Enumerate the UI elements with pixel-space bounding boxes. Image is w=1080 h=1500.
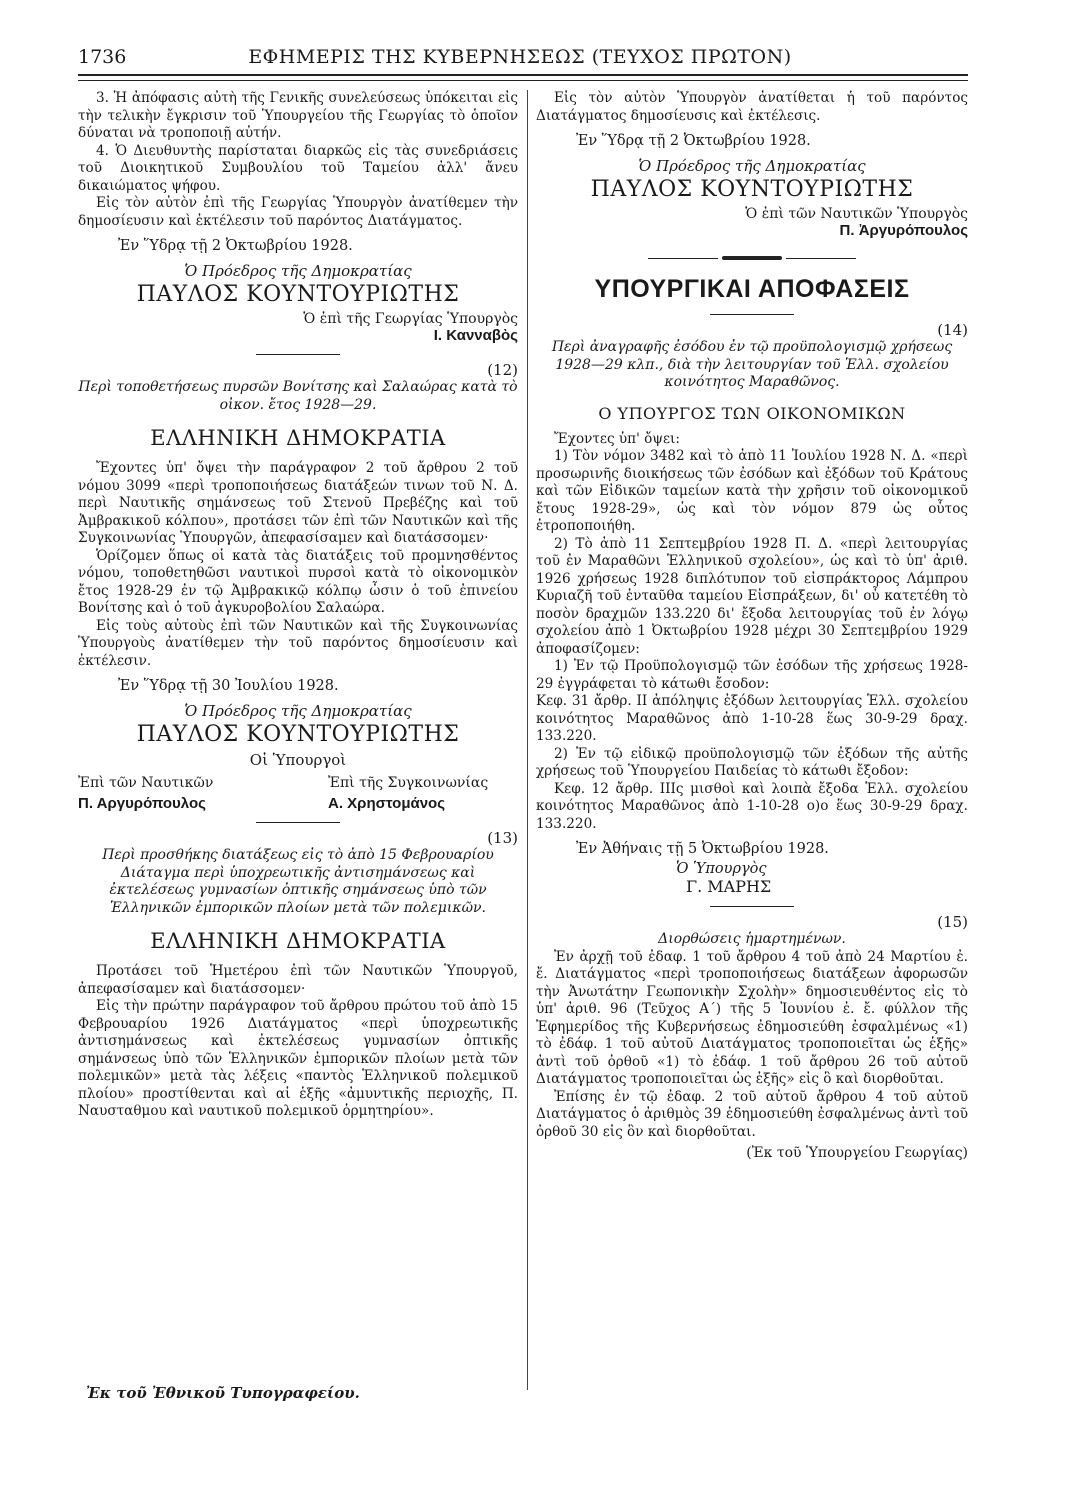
paragraph-3: 3. Ἡ ἀπόφασις αὐτὴ τῆς Γενικῆς συνελεύσεως ὑπόκειται εἰς τὴν τελικὴν ἔγκρισιν τοῦ Ὑπουργείου τῆς Γεωργίας τὸ ὁποῖον δύναται νὰ τροποποιῇ αὐτήν. (78, 90, 518, 141)
separator (710, 906, 794, 907)
finance-minister-heading: Ο ΥΠΟΥΡΓΟΣ ΤΩΝ ΟΙΚΟΝΟΜΙΚΩΝ (598, 403, 906, 423)
separator (256, 822, 340, 823)
separator (256, 354, 340, 355)
ministers-heading: Οἱ Ὑπουργοὶ (249, 751, 347, 769)
decision-date: Ἐν Ἀθήναις τῇ 5 Ὀκτωβρίου 1928. (576, 841, 829, 857)
ornament-divider (536, 253, 968, 263)
page-title: ΕΦΗΜΕΡΙΣ ΤΗΣ ΚΥΒΕΡΝΗΣΕΩΣ (ΤΕΥΧΟΣ ΠΡΩΤΟΝ) (248, 46, 792, 68)
considering-item-2: 2) Τὸ ἀπὸ 11 Σεπτεμβρίου 1928 Π. Δ. «περὶ λειτουργίας τοῦ ἐν Μαραθῶνι Ἑλληνικοῦ σχολείου», ὡς καὶ τὸ ὑπ' ἀριθ. 1926 χρήσεως 1928 διπλότυπον τοῦ εἰσπράκτορος Λάμπρου Κυριαζῆ τοῦ ἐνταῦθα ταμείου Εἰσπράξεων, δι' οὗ κατετέθη τὸ ποσὸν δραχμῶν 133.220 δι' ἔξοδα λειτουργίας τοῦ ἐν λόγῳ σχολείου ἀπὸ 1 Ὀκτωβρίου 1928 μέχρι 30 Σεπτεμβρίου 1929 ἀποφασίζομεν: (536, 535, 968, 657)
minister-role: Ὁ ἐπὶ τῶν Ναυτικῶν Ὑπουργὸς (745, 206, 968, 222)
president-label: Ὁ Πρόεδρος τῆς Δημοκρατίας (638, 157, 866, 175)
minister-name: Ι. Κανναβὸς (433, 327, 518, 344)
budget-line-2: Κεφ. 12 ἄρθρ. ΙΙΙς μισθοὶ καὶ λοιπὰ ἔξοδα Ἑλλ. σχολείου κοινότητος Μαραθῶνος ἀπὸ 1-10-28 ο)ο ἕως 30-9-29 δραχ. 133.220. (536, 780, 968, 832)
decree-date: Ἐν Ὕδρᾳ τῇ 2 Ὀκτωβρίου 1928. (576, 133, 811, 149)
source-note: (Ἐκ τοῦ Ὑπουργείου Γεωργίας) (746, 1145, 968, 1161)
notice-number-15: (15) (937, 913, 968, 931)
decree-12-preamble: Ἔχοντες ὑπ' ὄψει τὴν παράγραφον 2 τοῦ ἄρθρου 2 τοῦ νόμου 3099 «περὶ τροποποιήσεως διατάξεών τινων τοῦ Ν. Δ. περὶ Ναυτικῆς σημάνσεως τοῦ Στενοῦ Πρεβέζης καὶ τοῦ Ἀμβρακικοῦ κόλπου», προτάσει τῶν ἐπὶ τῶν Ναυτικῶν καὶ τῆς Συγκοινωνίας Ὑπουργῶν, ἀπεφασίσαμεν καὶ διατάσσομεν· (78, 460, 518, 546)
correction-1: Ἐν ἀρχῇ τοῦ ἐδαφ. 1 τοῦ ἄρθρου 4 τοῦ ἀπὸ 24 Μαρτίου ἐ. ἔ. Διατάγματος «περὶ τροποποιήσεως διατάξεων ἀφορωσῶν τὴν Ἀνωτάτην Γεωπονικὴν Σχολὴν» δημοσιευθέντος εἰς τὸ ὑπ' ἀριθ. 96 (Τεῦχος Α΄) τῆς 5 Ἰουνίου ἐ. ἔ. φύλλον τῆς Ἐφημερίδος τῆς Κυβερνήσεως ἐδημοσιεύθη ἐσφαλμένως «1) τὸ ἐδάφ. 1 τοῦ αὐτοῦ Διατάγματος τροποποιεῖται ὡς ἑξῆς» ἀντὶ τοῦ ὀρθοῦ «1) τὸ ἐδάφ. 1 τοῦ ἄρθρου 26 τοῦ αὐτοῦ Διατάγματος τροποποιεῖται ὡς ἑξῆς» εἰς ὃ καὶ διορθοῦται. (536, 948, 968, 1087)
decree-date: Ἐν Ὕδρᾳ τῇ 2 Ὀκτωβρίου 1928. (118, 238, 353, 254)
having-in-view: Ἔχοντες ὑπ' ὄψει: (554, 430, 680, 447)
minister-name: Γ. ΜΑΡΗΣ (686, 877, 772, 896)
decree-13-article: Εἰς τὴν πρώτην παράγραφον τοῦ ἄρθρου πρώτου τοῦ ἀπὸ 15 Φεβρουαρίου 1926 Διατάγματος «περὶ ὑποχρεωτικῆς ἀντισημάνσεως καὶ ἐκτελέσεως γυμνασίων ὀπτικῆς σημάνσεως ὑπὸ τῶν Ἑλληνικῶν ἐμπορικῶν πλοίων μετὰ τῶν πολεμικῶν» μετὰ τὰς λέξεις «παντὸς Ἑλληνικοῦ πολεμικοῦ πλοίου» προστίθενται καὶ αἱ ἑξῆς «ἀμυντικῆς περιοχῆς, Π. Ναυσταθμου καὶ ναυτικοῦ πολεμικοῦ ὁρμητηρίου». (78, 998, 518, 1119)
decree-13-subject: Περὶ προσθήκης διατάξεως εἰς τὸ ἀπὸ 15 Φεβρουαρίου Διάταγμα περὶ ὑποχρεωτικῆς ἀντισημάνσεως καὶ ἐκτελέσεως γυμνασίων ὀπτικῆς σημάνσεως ὑπὸ τῶν Ἑλληνικῶν ἐμπορικῶν πλοίων μετὰ τῶν πολεμικῶν. (102, 847, 494, 916)
signature-naval (78, 775, 213, 812)
page-number: 1736 (78, 46, 127, 68)
decree-12-execution: Εἰς τοὺς αὐτοὺς ἐπὶ τῶν Ναυτικῶν καὶ τῆς Συγκοινωνίας Ὑπουργοὺς ἀνατίθεμεν τὴν τοῦ παρόντος δημοσίευσιν καὶ ἐκτέλεσιν. (78, 617, 518, 669)
decision-14-subject: Περὶ ἀναγραφῆς ἐσόδου ἐν τῷ προϋπολογισμῷ χρήσεως 1928—29 κλπ., διὰ τὴν λειτουργίαν τοῦ Ἑλλ. σχολείου κοινότητος Μαραθῶνος. (551, 339, 953, 390)
paragraph-4: 4. Ὁ Διευθυντὴς παρίσταται διαρκῶς εἰς τὰς συνεδριάσεις τοῦ Διοικητικοῦ Συμβουλίου τοῦ Ταμείου ἀλλ' ἄνευ δικαιώματος ψήφου. (78, 142, 518, 194)
decree-number-12: (12) (487, 361, 518, 379)
decision-number-14: (14) (937, 321, 968, 339)
correction-2: Ἐπίσης ἐν τῷ ἐδαφ. 2 τοῦ αὐτοῦ ἄρθρου 4 τοῦ αὐτοῦ Διατάγματος ὁ ἀριθμὸς 39 ἐδημοσιεύθη ἐσφαλμένως ἀντὶ τοῦ ὀρθοῦ 30 εἰς ὃν καὶ διορθοῦται. (536, 1088, 968, 1140)
signature-role: Ἐπὶ τῆς Συγκοινωνίας (328, 775, 489, 791)
decision-item-1: 1) Ἐν τῷ Προϋπολογισμῷ τῶν ἐσόδων τῆς χρήσεως 1928-29 ἐγγράφεται τὸ κάτωθι ἔσοδον: (536, 658, 968, 692)
president-name: ΠΑΥΛΟΣ ΚΟΥΝΤΟΥΡΙΩΤΗΣ (590, 177, 914, 202)
signature-name: Π. Αργυρόπουλος (78, 795, 206, 812)
signature-name: Α. Χρηστομάνος (328, 795, 446, 812)
decree-13-preamble: Προτάσει τοῦ Ἡμετέρου ἐπὶ τῶν Ναυτικῶν Ὑπουργοῦ, ἀπεφασίσαμεν καὶ διατάσσομεν· (78, 963, 518, 997)
decree-12-subject: Περὶ τοποθετήσεως πυρσῶν Βονίτσης καὶ Σαλαώρας κατὰ τὸ οἰκον. ἔτος 1928—29. (78, 379, 518, 413)
decree-12-article: Ὁρίζομεν ὅπως οἱ κατὰ τὰς διατάξεις τοῦ προμνησθέντος νόμου, τοποθετηθῶσι ναυτικοὶ πυρσοὶ κατὰ τὸ οἰκονομικὸν ἔτος 1928-29 ἐν τῷ Ἀμβρακικῷ κόλπῳ ὦσιν ὁ τοῦ ἐπινείου Βονίτσης καὶ ὁ τοῦ ἀγκυροβολίου Σαλαώρα. (78, 547, 518, 616)
header-rule-thin (78, 80, 968, 81)
paragraph-execution: Εἰς τὸν αὐτὸν Ὑπουργὸν ἀνατίθεται ἡ τοῦ παρόντος Διατάγματος δημοσίευσις καὶ ἐκτέλεσις. (536, 90, 968, 124)
republic-heading: ΕΛΛΗΝΙΚΗ ΔΗΜΟΚΡΑΤΙΑ (150, 929, 446, 953)
left-column (78, 90, 518, 1121)
considering-item-1: 1) Τὸν νόμον 3482 καὶ τὸ ἀπὸ 11 Ἰουλίου 1928 Ν. Δ. «περὶ προσωρινῆς διοικήσεως τῶν ἐσόδων καὶ ἐξόδων τοῦ Κράτους καὶ τῶν Εἰδικῶν ταμείων κατὰ τὴν χρῆσιν τοῦ οἰκονομικοῦ ἔτους 1928-29», ὡς καὶ τὸν νόμον 879 ὡς οὗτος ἐτροποποιήθη. (536, 448, 968, 534)
president-name: ΠΑΥΛΟΣ ΚΟΥΝΤΟΥΡΙΩΤΗΣ (136, 282, 460, 307)
ministerial-decisions-heading: ΥΠΟΥΡΓΙΚΑΙ ΑΠΟΦΑΣΕΙΣ (594, 275, 910, 303)
paragraph-execution: Εἰς τὸν αὐτὸν ἐπὶ τῆς Γεωργίας Ὑπουργὸν ἀνατίθεμεν τὴν δημοσίευσιν καὶ ἐκτέλεσιν τοῦ παρόντος Διατάγματος. (78, 195, 518, 229)
right-column (536, 90, 968, 1161)
column-divider (527, 90, 528, 1390)
minister-role: Ὁ Ὑπουργὸς (676, 861, 767, 877)
decree-12-date: Ἐν Ὕδρᾳ τῇ 30 Ἰουλίου 1928. (118, 678, 339, 694)
decision-item-2: 2) Ἐν τῷ εἰδικῷ προϋπολογισμῷ τῶν ἐξόδων τῆς αὐτῆς χρήσεως τοῦ Ὑπουργείου Παιδείας τὸ κάτωθι ἔξοδον: (536, 745, 968, 779)
budget-line-1: Κεφ. 31 ἄρθρ. ΙΙ ἀπόληψις ἐξόδων λειτουργίας Ἑλλ. σχολείου κοινότητος Μαραθῶνος ἀπὸ 1-10-28 ἕως 30-9-29 δραχ. 133.220. (536, 693, 968, 744)
decree-number-13: (13) (487, 829, 518, 847)
minister-role: Ὁ ἐπὶ τῆς Γεωργίας Ὑπουργὸς (303, 311, 518, 327)
notice-15-subject: Διορθώσεις ἡμαρτημένων. (658, 931, 846, 947)
minister-signatures (78, 775, 518, 812)
printer-footer: Ἐκ τοῦ Ἐθνικοῦ Τυπογραφείου. (86, 1384, 360, 1402)
republic-heading: ΕΛΛΗΝΙΚΗ ΔΗΜΟΚΡΑΤΙΑ (150, 426, 446, 450)
signature-role: Ἐπὶ τῶν Ναυτικῶν (78, 775, 214, 791)
signature-communications (328, 775, 518, 812)
president-label: Ὁ Πρόεδρος τῆς Δημοκρατίας (184, 702, 412, 720)
minister-name: Π. Ἀργυρόπουλος (839, 222, 968, 239)
separator (710, 314, 794, 315)
page-header (78, 46, 962, 72)
president-label: Ὁ Πρόεδρος τῆς Δημοκρατίας (184, 262, 412, 280)
president-name: ΠΑΥΛΟΣ ΚΟΥΝΤΟΥΡΙΩΤΗΣ (136, 722, 460, 747)
header-rule-thick (78, 74, 968, 76)
